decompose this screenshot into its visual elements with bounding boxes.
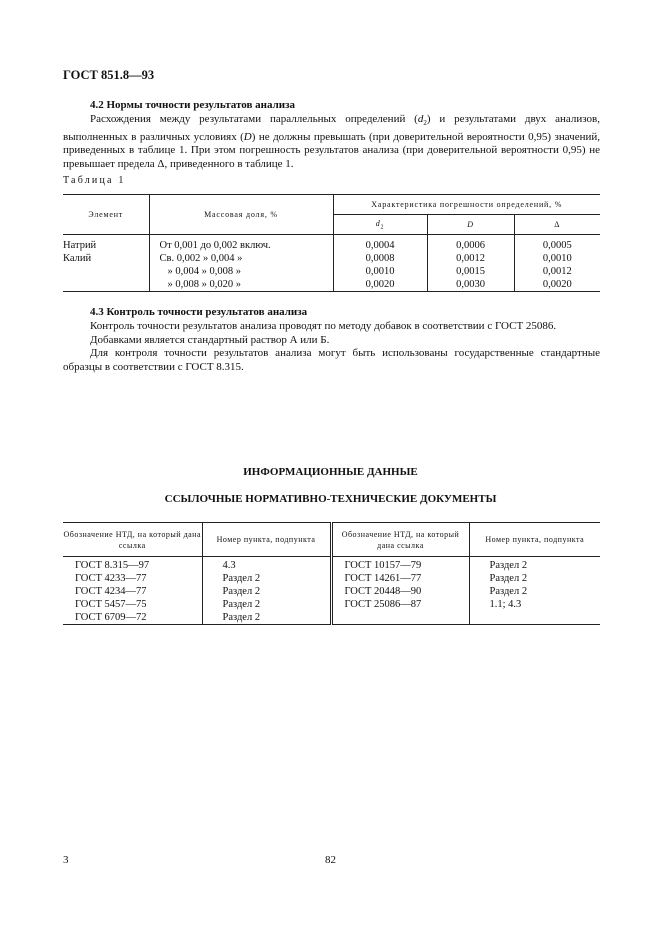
t1-D-value: 0,0012 xyxy=(456,253,485,264)
s42-text-b: ) и результатами двух анализов, выполненных в различных условиях ( xyxy=(63,113,600,143)
t2-header-item-right: Номер пункта, подпункта xyxy=(469,523,600,557)
t2-doc: ГОСТ 10157—79 xyxy=(344,560,422,571)
t1-d2-cell xyxy=(333,235,427,292)
footer-left-number: 3 xyxy=(63,854,69,866)
t2-left-docs xyxy=(63,557,202,625)
t1-D-value: 0,0015 xyxy=(456,266,485,277)
t1-d2-value: 0,0010 xyxy=(365,266,395,277)
t1-header-mass: Массовая доля, % xyxy=(149,195,333,235)
s42-text-c: ) не должны превышать (при доверительной вероятности 0,95) значений, приведенных в таблице 1. При этом погрешность результатов анализа (при доверительной вероятности 0,95) не превышает предела Δ, приведенного в таблице 1. xyxy=(63,130,600,170)
refs-title: ССЫЛОЧНЫЕ НОРМАТИВНО-ТЕХНИЧЕСКИЕ ДОКУМЕНТЫ xyxy=(164,493,497,505)
d2-subscript: 2 xyxy=(423,119,427,128)
t2-doc: ГОСТ 4233—77 xyxy=(75,573,147,584)
t1-mass-cell xyxy=(149,235,333,292)
t1-d-sub: 2 xyxy=(380,224,385,231)
s42-text-a: Расхождения между результатами параллельных определений ( xyxy=(90,113,418,125)
t1-mass: От 0,001 до 0,002 включ. xyxy=(159,240,271,251)
t2-right-items xyxy=(469,557,600,625)
t1-delta-value: 0,0005 xyxy=(542,240,572,251)
t1-D-value: 0,0030 xyxy=(456,279,485,290)
s43-paragraph-3: Для контроля точности результатов анализа могут быть использованы государственные стандартные образцы в соответствии с ГОСТ 8.315. xyxy=(63,347,600,373)
t2-doc: ГОСТ 6709—72 xyxy=(75,612,147,623)
t2-item: 1.1; 4.3 xyxy=(489,599,522,610)
t2-header-designation-right: Обозначение НТД, на который дана ссылка xyxy=(331,523,469,557)
s43-paragraph-1: Контроль точности результатов анализа проводят по методу добавок в соответствии с ГОСТ 25086. xyxy=(90,320,557,332)
t1-d-var: d xyxy=(375,218,381,228)
page-number: 82 xyxy=(325,854,336,866)
t2-doc: ГОСТ 25086—87 xyxy=(344,599,422,610)
t1-delta-value: 0,0012 xyxy=(542,266,572,277)
t2-doc: ГОСТ 20448—90 xyxy=(344,586,422,597)
t2-doc: ГОСТ 8.315—97 xyxy=(75,560,150,571)
t2-item: Раздел 2 xyxy=(222,612,261,623)
t2-item: Раздел 2 xyxy=(222,586,261,597)
section-4-2-title: 4.2 Нормы точности результатов анализа xyxy=(90,99,296,111)
D-symbol: D xyxy=(243,130,252,143)
t1-d2-value: 0,0004 xyxy=(365,240,395,251)
t2-item: Раздел 2 xyxy=(489,573,528,584)
t2-doc: ГОСТ 5457—75 xyxy=(75,599,147,610)
section-4-2-text xyxy=(63,113,600,171)
t1-delta-cell xyxy=(514,235,600,292)
t1-d2-value: 0,0020 xyxy=(365,279,395,290)
references-table xyxy=(63,522,600,625)
t1-header-element: Элемент xyxy=(63,195,149,235)
t1-header-characteristic: Характеристика погрешности определений, % xyxy=(333,195,600,215)
t1-element: Калий xyxy=(63,253,92,264)
t1-subheader-d2 xyxy=(333,215,427,235)
t1-d2-value: 0,0008 xyxy=(365,253,395,264)
t1-mass: » 0,008 » 0,020 » xyxy=(167,279,241,290)
t1-elements-cell xyxy=(63,235,149,292)
t2-doc: ГОСТ 14261—77 xyxy=(344,573,422,584)
t1-delta-value: 0,0020 xyxy=(542,279,572,290)
t2-item: 4.3 xyxy=(222,560,236,571)
t2-right-docs xyxy=(331,557,469,625)
t1-mass: » 0,004 » 0,008 » xyxy=(167,266,241,277)
s43-paragraph-2: Добавками является стандартный раствор А или Б. xyxy=(90,333,330,346)
t1-D-cell xyxy=(427,235,514,292)
t1-mass: Св. 0,002 » 0,004 » xyxy=(159,253,243,264)
t2-header-designation-left: Обозначение НТД, на который дана ссылка xyxy=(63,529,202,550)
t2-item: Раздел 2 xyxy=(222,573,261,584)
t1-delta-value: 0,0010 xyxy=(542,253,572,264)
t2-item: Раздел 2 xyxy=(489,560,528,571)
t2-item: Раздел 2 xyxy=(489,586,528,597)
d2-symbol: d xyxy=(417,113,424,125)
info-title: ИНФОРМАЦИОННЫЕ ДАННЫЕ xyxy=(243,466,418,478)
document-code: ГОСТ 851.8—93 xyxy=(63,68,155,82)
table1 xyxy=(63,194,600,292)
t1-subheader-D: D xyxy=(427,215,514,235)
t2-left-items xyxy=(202,557,331,625)
section-4-3-title: 4.3 Контроль точности результатов анализа xyxy=(90,306,308,318)
t1-element: Натрий xyxy=(63,240,97,251)
t2-item: Раздел 2 xyxy=(222,599,261,610)
t2-doc: ГОСТ 4234—77 xyxy=(75,586,147,597)
t1-D-value: 0,0006 xyxy=(456,240,485,251)
t1-subheader-delta: Δ xyxy=(514,215,600,235)
table1-caption: Таблица 1 xyxy=(63,175,126,186)
section-4-3-text xyxy=(63,320,600,374)
t2-header-item-left: Номер пункта, подпункта xyxy=(202,523,331,557)
